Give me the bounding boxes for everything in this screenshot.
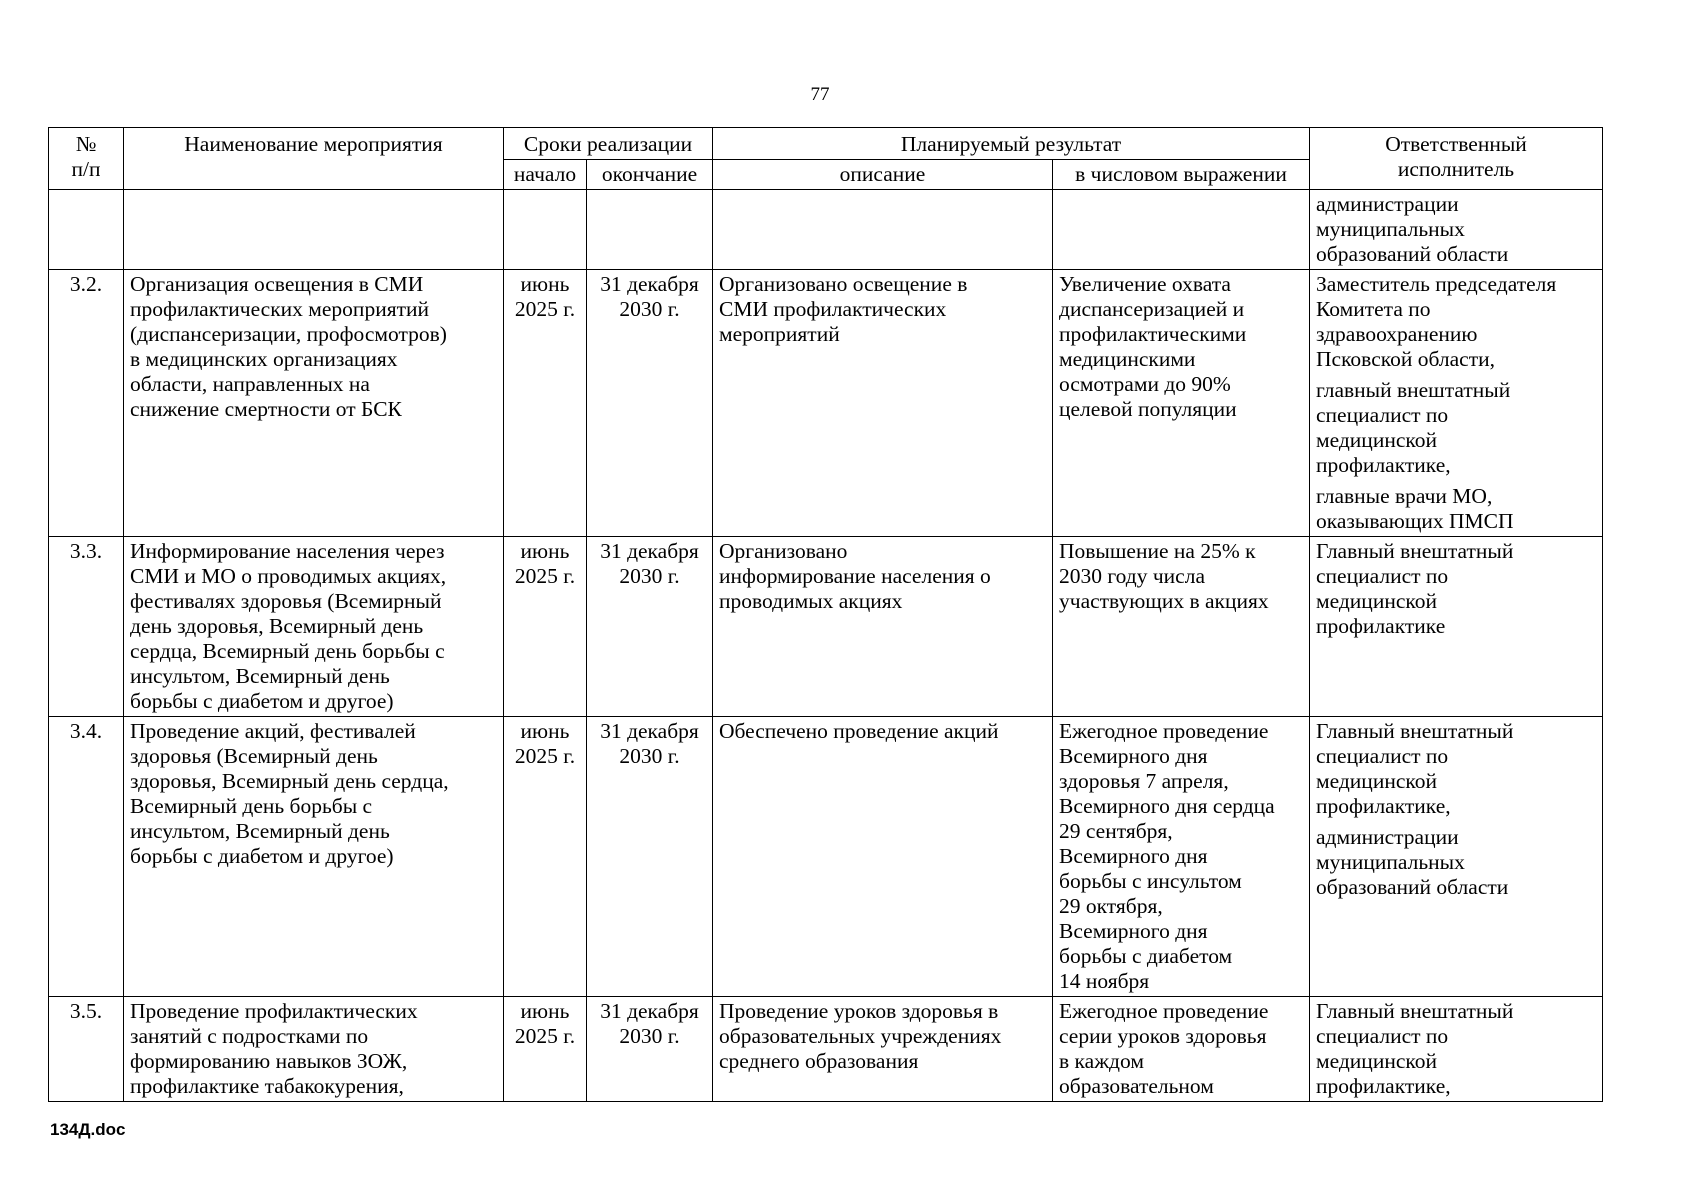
event-name	[124, 537, 504, 717]
result-numeric-line: Увеличение охвата	[1059, 272, 1231, 296]
event-name-line: инсультом, Всемирный день	[130, 819, 390, 843]
result-numeric-line: целевой популяции	[1059, 397, 1237, 421]
result-numeric-line: диспансеризацией и	[1059, 297, 1245, 321]
responsible-paragraph	[1316, 719, 1596, 819]
responsible-line: профилактике	[1316, 614, 1446, 638]
header-start: начало	[504, 160, 587, 190]
responsible-line: Главный внештатный	[1316, 719, 1514, 743]
responsible-paragraph	[1316, 192, 1596, 267]
end-date-line: 2030 г.	[619, 564, 680, 588]
event-name-line: фестивалях здоровья (Всемирный	[130, 589, 442, 613]
event-name-line: области, направленных на	[130, 372, 370, 396]
table-row	[49, 190, 1603, 270]
result-description-line: Организовано освещение в	[719, 272, 968, 296]
responsible-line: муниципальных	[1316, 217, 1465, 241]
event-name-line: (диспансеризации, профосмотров)	[130, 322, 447, 346]
start-date-line: 2025 г.	[514, 564, 576, 588]
header-name: Наименование мероприятия	[124, 128, 504, 190]
result-numeric-line: 29 сентября,	[1059, 819, 1173, 843]
end-date-line: 2030 г.	[619, 744, 680, 768]
result-numeric-line: Всемирного дня	[1059, 844, 1208, 868]
header-row-main	[49, 128, 1603, 160]
end-date-line: 31 декабря	[600, 539, 699, 563]
header-result: Планируемый результат	[713, 128, 1310, 160]
event-name	[124, 997, 504, 1102]
page-number: 77	[810, 84, 830, 105]
result-description-line: мероприятий	[719, 322, 840, 346]
event-name-line: занятий с подростками по	[130, 1024, 369, 1048]
result-numeric-line: Ежегодное проведение	[1059, 719, 1269, 743]
result-description-line: Проведение уроков здоровья в	[719, 999, 999, 1023]
result-numeric-line: Повышение на 25% к	[1059, 539, 1256, 563]
result-numeric	[1053, 997, 1310, 1102]
responsible-line: профилактике,	[1316, 453, 1451, 477]
result-numeric-line: Всемирного дня сердца	[1059, 794, 1275, 818]
result-description-line: проводимых акциях	[719, 589, 903, 613]
result-numeric	[1053, 717, 1310, 997]
responsible-line: Заместитель председателя	[1316, 272, 1557, 296]
responsible-line: профилактике,	[1316, 794, 1451, 818]
end-date-line: 2030 г.	[619, 297, 680, 321]
event-name-line: профилактических мероприятий	[130, 297, 429, 321]
responsible-line: оказывающих ПМСП	[1316, 509, 1514, 533]
result-numeric	[1053, 190, 1310, 270]
result-description-line: информирование населения о	[719, 564, 991, 588]
event-name	[124, 270, 504, 537]
responsible-line: Комитета по	[1316, 297, 1431, 321]
row-number: 3.2.	[49, 270, 124, 537]
event-name-line: инсультом, Всемирный день	[130, 664, 390, 688]
responsible-line: медицинской	[1316, 1049, 1437, 1073]
result-numeric-line: здоровья 7 апреля,	[1059, 769, 1229, 793]
responsible-line: образований области	[1316, 242, 1509, 266]
start-date	[504, 270, 587, 537]
header-description: описание	[713, 160, 1053, 190]
end-date	[587, 190, 713, 270]
start-date-line: 2025 г.	[514, 744, 576, 768]
responsible-line: главный внештатный	[1316, 378, 1511, 402]
event-name-line: Организация освещения в СМИ	[130, 272, 424, 296]
end-date-line: 31 декабря	[600, 999, 699, 1023]
result-description	[713, 997, 1053, 1102]
responsible-line: медицинской	[1316, 428, 1437, 452]
result-numeric-line: Ежегодное проведение	[1059, 999, 1269, 1023]
responsible-line: специалист по	[1316, 564, 1449, 588]
responsible-executor	[1310, 997, 1603, 1102]
end-date	[587, 537, 713, 717]
event-name-line: СМИ и МО о проводимых акциях,	[130, 564, 447, 588]
result-numeric	[1053, 270, 1310, 537]
end-date	[587, 717, 713, 997]
start-date-line: 2025 г.	[514, 297, 576, 321]
result-numeric-line: профилактическими	[1059, 322, 1247, 346]
responsible-line: образований области	[1316, 875, 1509, 899]
responsible-line: администрации	[1316, 825, 1459, 849]
event-name-line: борьбы с диабетом и другое)	[130, 689, 394, 713]
event-name	[124, 190, 504, 270]
responsible-paragraph	[1316, 378, 1596, 478]
result-description-line: образовательных учреждениях	[719, 1024, 1002, 1048]
responsible-executor	[1310, 270, 1603, 537]
header-numeric: в числовом выражении	[1053, 160, 1310, 190]
responsible-line: главные врачи МО,	[1316, 484, 1493, 508]
header-number-line1: №	[75, 132, 97, 156]
event-name-line: сердца, Всемирный день борьбы с	[130, 639, 445, 663]
responsible-line: здравоохранению	[1316, 322, 1478, 346]
event-name-line: здоровья (Всемирный день	[130, 744, 378, 768]
header-responsible-line2: исполнитель	[1397, 157, 1515, 181]
responsible-line: специалист по	[1316, 1024, 1449, 1048]
responsible-line: муниципальных	[1316, 850, 1465, 874]
result-description-line: Обеспечено проведение акций	[719, 719, 999, 743]
result-description-line: Организовано	[719, 539, 848, 563]
table-row	[49, 537, 1603, 717]
event-name-line: Проведение акций, фестивалей	[130, 719, 416, 743]
table-row	[49, 717, 1603, 997]
event-name-line: снижение смертности от БСК	[130, 397, 402, 421]
responsible-line: Главный внештатный	[1316, 999, 1514, 1023]
responsible-executor	[1310, 537, 1603, 717]
responsible-executor	[1310, 190, 1603, 270]
result-numeric-line: 29 октября,	[1059, 894, 1163, 918]
responsible-paragraph	[1316, 825, 1596, 900]
responsible-line: Главный внештатный	[1316, 539, 1514, 563]
responsible-line: медицинской	[1316, 589, 1437, 613]
start-date-line: июнь	[520, 539, 570, 563]
result-numeric-line: борьбы с диабетом	[1059, 944, 1233, 968]
result-description	[713, 717, 1053, 997]
table-body	[49, 190, 1603, 1102]
event-name-line: Информирование населения через	[130, 539, 445, 563]
result-numeric-line: Всемирного дня	[1059, 744, 1208, 768]
responsible-line: специалист по	[1316, 403, 1449, 427]
end-date-line: 31 декабря	[600, 719, 699, 743]
header-number	[49, 128, 124, 190]
result-numeric-line: медицинскими	[1059, 347, 1196, 371]
result-description-line: среднего образования	[719, 1049, 919, 1073]
start-date-line: июнь	[520, 999, 570, 1023]
result-numeric-line: в каждом	[1059, 1049, 1144, 1073]
table-row	[49, 270, 1603, 537]
event-name-line: Проведение профилактических	[130, 999, 418, 1023]
event-name	[124, 717, 504, 997]
row-number: 3.4.	[49, 717, 124, 997]
header-number-line2: п/п	[71, 157, 101, 181]
footer-filename: 134Д.doc	[50, 1120, 126, 1139]
result-numeric-line: участвующих в акциях	[1059, 589, 1269, 613]
table-row	[49, 997, 1603, 1102]
start-date	[504, 997, 587, 1102]
result-numeric-line: борьбы с инсультом	[1059, 869, 1242, 893]
responsible-line: медицинской	[1316, 769, 1437, 793]
start-date-line: июнь	[520, 719, 570, 743]
result-numeric-line: Всемирного дня	[1059, 919, 1208, 943]
responsible-line: профилактике,	[1316, 1074, 1451, 1098]
result-numeric-line: образовательном	[1059, 1074, 1214, 1098]
header-terms: Сроки реализации	[504, 128, 713, 160]
result-numeric-line: осмотрами до 90%	[1059, 372, 1231, 396]
event-name-line: борьбы с диабетом и другое)	[130, 844, 394, 868]
start-date	[504, 190, 587, 270]
header-responsible-line1: Ответственный	[1385, 132, 1527, 156]
event-name-line: день здоровья, Всемирный день	[130, 614, 424, 638]
event-name-line: в медицинских организациях	[130, 347, 398, 371]
result-numeric-line: 14 ноября	[1059, 969, 1150, 993]
start-date-line: 2025 г.	[514, 1024, 576, 1048]
event-name-line: профилактике табакокурения,	[130, 1074, 404, 1098]
start-date-line: июнь	[520, 272, 570, 296]
row-number: 3.3.	[49, 537, 124, 717]
event-name-line: формированию навыков ЗОЖ,	[130, 1049, 408, 1073]
responsible-paragraph	[1316, 999, 1596, 1099]
result-numeric-line: серии уроков здоровья	[1059, 1024, 1267, 1048]
events-table	[48, 127, 1603, 1102]
end-date-line: 2030 г.	[619, 1024, 680, 1048]
end-date	[587, 997, 713, 1102]
responsible-line: администрации	[1316, 192, 1459, 216]
responsible-line: Псковской области,	[1316, 347, 1495, 371]
event-name-line: Всемирный день борьбы с	[130, 794, 373, 818]
start-date	[504, 717, 587, 997]
result-numeric-line: 2030 году числа	[1059, 564, 1205, 588]
header-responsible	[1310, 128, 1603, 190]
row-number: 3.5.	[49, 997, 124, 1102]
event-name-line: здоровья, Всемирный день сердца,	[130, 769, 449, 793]
start-date	[504, 537, 587, 717]
row-number	[49, 190, 124, 270]
responsible-paragraph	[1316, 272, 1596, 372]
end-date	[587, 270, 713, 537]
end-date-line: 31 декабря	[600, 272, 699, 296]
result-description	[713, 190, 1053, 270]
result-numeric	[1053, 537, 1310, 717]
result-description	[713, 270, 1053, 537]
responsible-paragraph	[1316, 539, 1596, 639]
result-description-line: СМИ профилактических	[719, 297, 947, 321]
result-description	[713, 537, 1053, 717]
responsible-line: специалист по	[1316, 744, 1449, 768]
responsible-paragraph	[1316, 484, 1596, 534]
header-end: окончание	[587, 160, 713, 190]
responsible-executor	[1310, 717, 1603, 997]
